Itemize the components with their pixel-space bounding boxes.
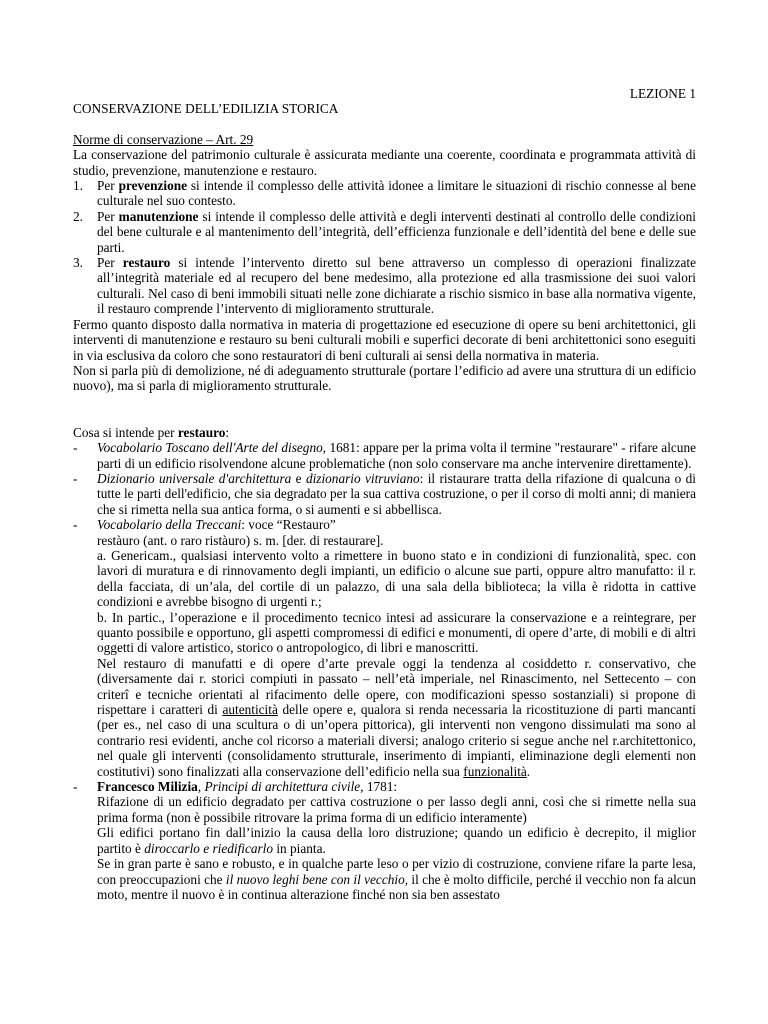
dash-marker: - [73, 470, 78, 486]
norme-paragraph: Fermo quanto disposto dalla normativa in materia di progettazione ed esecuzione di opere su beni architettonici, gli interventi di manutenzione e restauro su beni culturali mobili e superfici decorate di beni architettonici sono eseguiti in via esclusiva da coloro che sono restauratori di beni culturali ai sensi della normativa in materia. [73, 316, 696, 363]
definition-item: - Francesco Milizia, Principi di architettura civile, 1781: Rifazione di un edificio degradato per cattiva costruzione o per lasso degli anni, così che si rimette nella sua prima forma (non è possibile ritrovare la prima forma di un edificio interamente) Gli edifici portano fin dall’inizio la causa della loro distruzione; quando un edificio è decrepito, il miglior partito è diroccarlo e riedificarlo in pianta. Se in gran parte è sano e robusto, e in qualche parte leso o per vizio di costruzione, conviene rifare la parte lesa, con preoccupazioni che il nuovo leghi bene con il vecchio, il che è molto difficile, perché il vecchio non fa alcun moto, mentre il nuovo è in continua alterazione finché non sia ben assestato [73, 779, 696, 902]
item-term: manutenzione [118, 208, 199, 224]
source-title: Dizionario universale d'architettura [97, 470, 292, 486]
definition-line: Nel restauro di manufatti e di opere d’arte prevale oggi la tendenza al cosiddetto r. conservativo, che (diversamente dai r. storici compiuti in passato – nell’età imperiale, nel Rinascimento, nel Settecento – con criterî e tecniche orientati al rifacimento delle opere, con modificazioni spesso sostanziali) si propone di rispettare i caratteri di autenticità delle opere e, qualora si renda necessaria la ricostituzione di parti mancanti (per es., nel caso di una scultura o di un’opera pittorica), gli interventi non vengono dissimulati ma sono al contrario resi evidenti, anche col ricorso a materiali diversi; analogo criterio si segue anche nel r.architettonico, nel quale gli interventi (consolidamento strutturale, inserimento di impianti, eliminazione degli elementi non costitutivi) sono finalizzati alla conservazione dell’edificio nella sua funzionalità. [97, 655, 696, 779]
norme-intro: La conservazione del patrimonio culturale è assicurata mediante una coerente, coordinata e programmata attività di studio, prevenzione, manutenzione e restauro. [73, 147, 696, 178]
source-title: dizionario vitruviano [305, 470, 420, 486]
author-name: Francesco Milizia [97, 779, 198, 795]
item-number: 3. [73, 255, 83, 271]
document-title: CONSERVAZIONE DELL’EDILIZIA STORICA [73, 101, 339, 117]
item-number: 2. [73, 208, 83, 224]
definition-item: - Dizionario universale d'architettura e dizionario vitruviano: il ristaurare tratta della rifazione di qualcuna o di tutte le parti dell'edificio, che sia degradato per la sua cattiva costruzione, o per il corso di molti anni; di maniera che si rimetta nella sua antica forma, o si aumenti e si abbellisca. [73, 470, 696, 517]
dash-marker: - [73, 517, 78, 533]
norme-paragraph: Non si parla più di demolizione, né di adeguamento strutturale (portare l’edificio ad avere una struttura di un edificio nuovo), ma si parla di miglioramento strutturale. [73, 362, 696, 394]
item-term: restauro [122, 255, 171, 271]
definition-item: - Vocabolario della Treccani: voce “Restauro” restàuro (ant. o raro ristàuro) s. m. [der. di restaurare]. a. Genericam., qualsiasi intervento volto a rimettere in buono stato e in condizioni di funzionalità, spec. con lavori di muratura e di rinnovamento degli impianti, un edificio o alcune sue parti, oppure altro manufatto: il r. della facciata, di un’ala, del cortile di un palazzo, di una sala della biblioteca; la villa è ridotta in cattive condizioni e avrebbe bisogno di urgenti r.; b. In partic., l’operazione e il procedimento tecnico intesi ad assicurare la conservazione e a reintegrare, per quanto possibile e opportuno, gli aspetti compromessi di edifici e monumenti, di opere d’arte, di mobili e di altri oggetti di valore artistico, storico o antropologico, di libri e manoscritti. Nel restauro di manufatti e di opere d’arte prevale oggi la tendenza al cosiddetto r. conservativo, che (diversamente dai r. storici compiuti in passato – nell’età imperiale, nel Rinascimento, nel Settecento – con criterî e tecniche orientati al rifacimento delle opere, con modificazioni spesso sostanziali) si propone di rispettare i caratteri di autenticità delle opere e, qualora si renda necessaria la ricostituzione di parti mancanti (per es., nel caso di una scultura o di un’opera pittorica), gli interventi non vengono dissimulati ma sono al contrario resi evidenti, anche col ricorso a materiali diversi; analogo criterio si segue anche nel r.architettonico, nel quale gli interventi (consolidamento strutturale, inserimento di impianti, eliminazione degli elementi non costitutivi) sono finalizzati alla conservazione dell’edificio nella sua funzionalità. [73, 517, 696, 779]
definition-line: Se in gran parte è sano e robusto, e in qualche parte leso o per vizio di costruzione, conviene rifare la parte lesa, con preoccupazioni che il nuovo leghi bene con il vecchio, il che è molto difficile, perché il vecchio non fa alcun moto, mentre il nuovo è in continua alterazione finché non sia ben assestato [97, 856, 696, 902]
section-heading-norme: Norme di conservazione – Art. 29 [73, 131, 254, 147]
source-title: Vocabolario della Treccani [97, 517, 242, 533]
underlined-term: funzionalità [463, 763, 527, 779]
definition-line: Gli edifici portano fin dall’inizio la causa della loro distruzione; quando un edificio è decrepito, il miglior partito è diroccarlo e riedificarlo in pianta. [97, 825, 696, 856]
item-number: 1. [73, 178, 83, 194]
norme-list [73, 178, 696, 317]
definition-line: Rifazione di un edificio degradato per cattiva costruzione o per lasso degli anni, così che si rimette nella sua prima forma (non è possibile ritrovare la prima forma di un edificio interamente) [97, 794, 696, 825]
source-title: Principi di architettura civile [204, 779, 361, 795]
spacer [73, 394, 696, 425]
document-body [73, 86, 696, 902]
definition-item: - Vocabolario Toscano dell'Arte del disegno, 1681: appare per la prima volta il termine "restaurare" - rifare alcune parti di un edificio risolvendone alcune problematiche (non solo conservare ma anche intervenire direttamente). [73, 440, 696, 471]
norme-item: 2. Per manutenzione si intende il complesso delle attività e degli interventi destinati al controllo delle condizioni del bene culturale e al mantenimento dell’integrità, dell’efficienza funzionale e dell’identità del bene e delle sue parti. [73, 208, 696, 255]
dash-marker: - [73, 440, 78, 456]
underlined-term: autenticità [222, 702, 278, 718]
source-title: Vocabolario Toscano dell'Arte del disegno [97, 440, 323, 456]
definitions-list [73, 440, 696, 902]
norme-item: 3. Per restauro si intende l’intervento diretto sul bene attraverso un complesso di operazioni finalizzate all’integrità materiale ed al recupero del bene medesimo, alla protezione ed alla trasmissione dei suoi valori culturali. Nel caso di beni immobili situati nelle zone dichiarate a rischio sismico in base alla normativa vigente, il restauro comprende l’intervento di miglioramento strutturale. [73, 255, 696, 317]
lesson-label: LEZIONE 1 [629, 86, 696, 101]
definition-line: a. Genericam., qualsiasi intervento volto a rimettere in buono stato e in condizioni di funzionalità, spec. con lavori di muratura e di rinnovamento degli impianti, un edificio o alcune sue parti, oppure altro manufatto: il r. della facciata, di un’ala, del cortile di un palazzo, di una sala della biblioteca; la villa è ridotta in cattive condizioni e avrebbe bisogno di urgenti r.; [97, 547, 696, 610]
definition-line: b. In partic., l’operazione e il procedimento tecnico intesi ad assicurare la conservazione e a reintegrare, per quanto possibile e opportuno, gli aspetti compromessi di edifici e monumenti, di opere d’arte, di mobili e di altri oggetti di valore artistico, storico o antropologico, di libri e manoscritti. [97, 609, 696, 656]
restauro-intro: Cosa si intende per restauro: [73, 424, 230, 440]
item-term: prevenzione [118, 178, 188, 194]
spacer [73, 117, 696, 132]
dash-marker: - [73, 779, 78, 795]
norme-item: 1. Per prevenzione si intende il complesso delle attività idonee a limitare le situazioni di rischio connesse al bene culturale nel suo contesto. [73, 178, 696, 209]
definition-line: restàuro (ant. o raro ristàuro) s. m. [der. di restaurare]. [97, 532, 384, 548]
